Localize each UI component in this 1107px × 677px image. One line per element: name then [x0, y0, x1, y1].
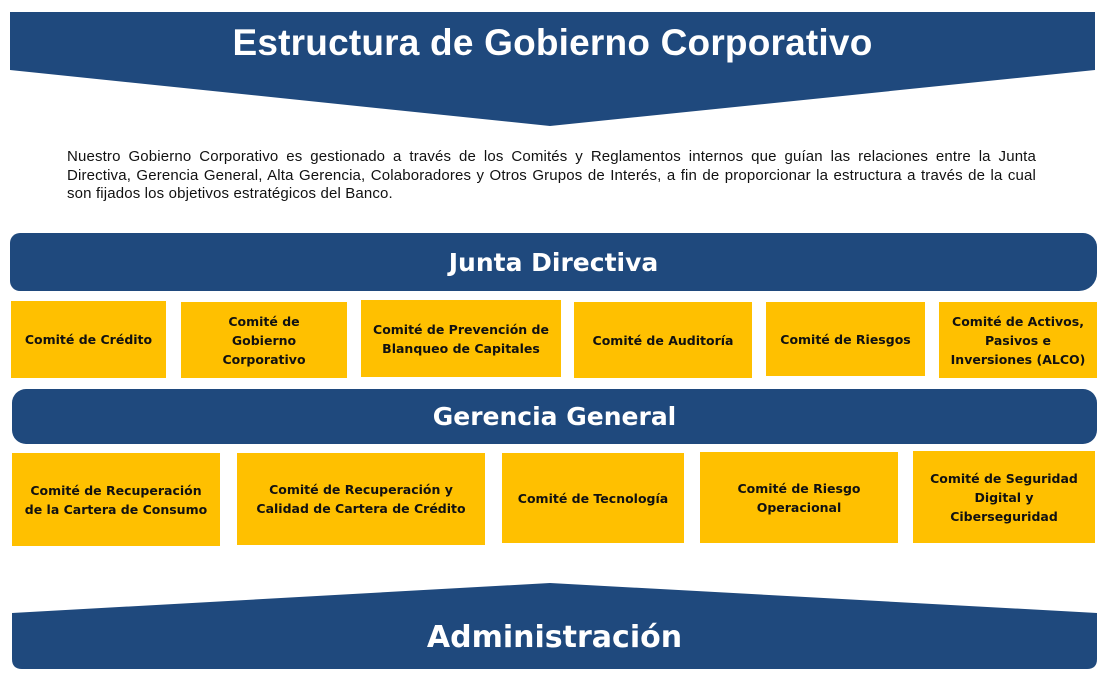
committee-box [913, 451, 1095, 543]
committee-label: Comité de Seguridad Digital y Ciberseguridad [930, 470, 1078, 524]
committee-label: Comité de Auditoría [592, 332, 734, 348]
junta-directiva-label: Junta Directiva [448, 247, 659, 277]
intro-paragraph: Nuestro Gobierno Corporativo es gestionado a través de los Comités y Reglamentos internos que guían las relaciones entre la Junta Directiva, Gerencia General, Alta Gerencia, Colaboradores y Otros Grupos de Interés, a fin de proporcionar la estructura a través de la cual son fijados los objetivos estratégicos del Banco. [67, 148, 1036, 202]
administracion-banner [12, 583, 1097, 669]
committee-label: Comité de Riesgo Operacional [737, 480, 861, 515]
committee-box [237, 453, 485, 545]
committee-box [766, 302, 925, 376]
committee-label: Comité de Prevención de Blanqueo de Capitales [373, 321, 549, 356]
committee-box [12, 453, 220, 546]
committee-label: Comité de Recuperación y Calidad de Cartera de Crédito [256, 482, 466, 516]
page-title: Estructura de Gobierno Corporativo [232, 22, 873, 63]
committee-box [502, 453, 684, 543]
committee-label: Comité de Crédito [24, 332, 153, 347]
committee-label: Comité de Gobierno Corporativo [222, 313, 306, 367]
committee-box [574, 302, 752, 378]
title-banner [10, 12, 1095, 126]
committee-box [700, 452, 898, 543]
gerencia-general-label: Gerencia General [432, 402, 677, 431]
junta-directiva-bar [10, 233, 1097, 291]
committee-box [939, 302, 1097, 378]
administracion-label: Administración [426, 620, 683, 655]
committee-label: Comité de Activos, Pasivos e Inversiones (ALCO) [950, 313, 1086, 367]
committee-box [181, 302, 347, 378]
committee-box [361, 300, 561, 377]
gerencia-general-bar [12, 389, 1097, 444]
committee-label: Comité de Recuperación de la Cartera de Consumo [24, 482, 208, 517]
committee-label: Comité de Riesgos [780, 331, 911, 347]
committee-label: Comité de Tecnología [517, 490, 669, 506]
committee-box [11, 301, 166, 378]
